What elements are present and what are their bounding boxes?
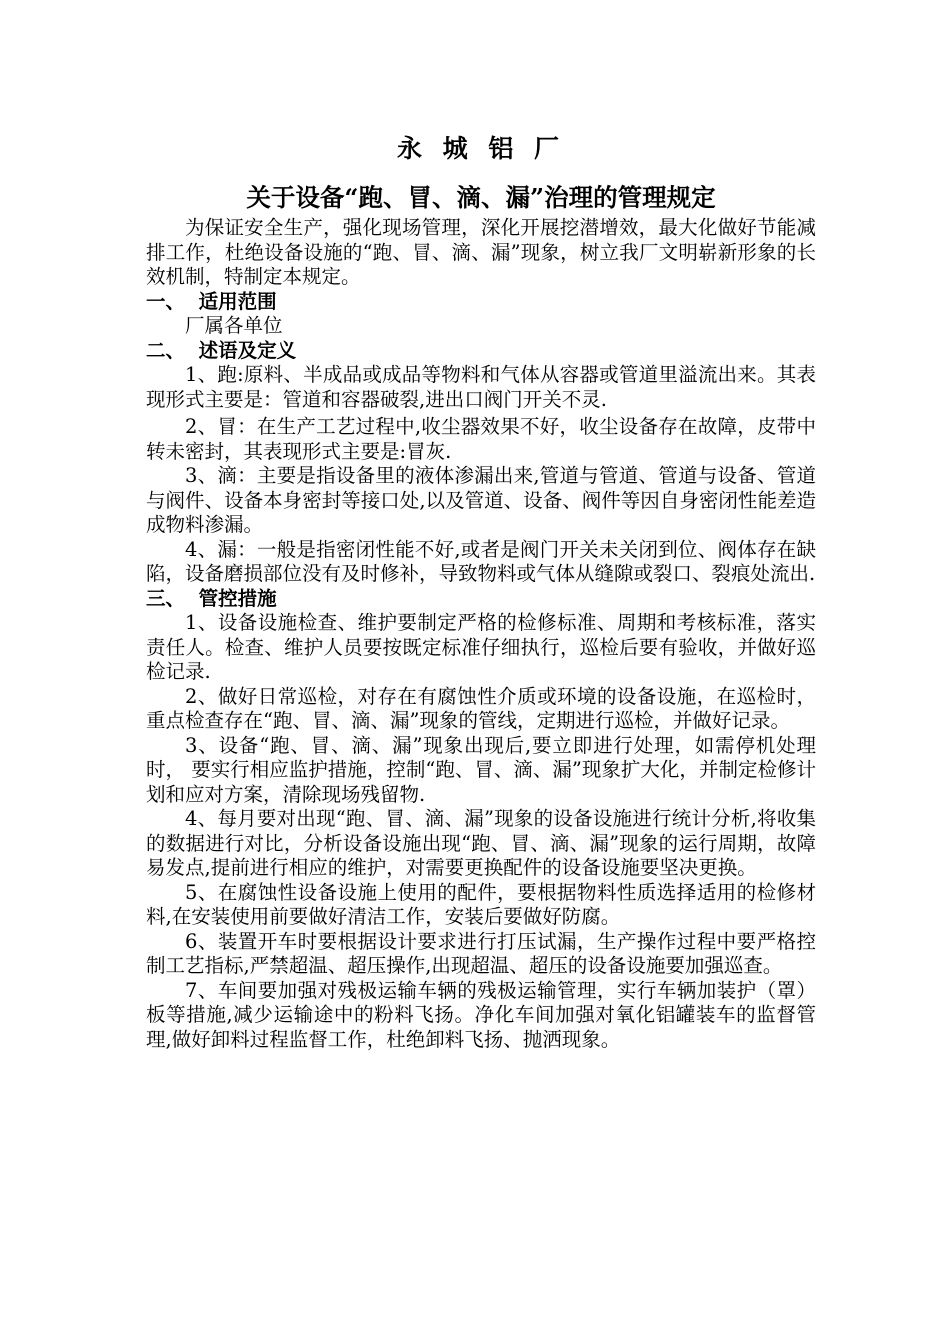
measure-item-6: 6、装置开车时要根据设计要求进行打压试漏，生产操作过程中要严格控制工艺指标,严禁超温、超压操作,出现超温、超压的设备设施要加强巡查。 xyxy=(146,929,816,977)
measure-item-2: 2、做好日常巡检，对存在有腐蚀性介质或环境的设备设施，在巡检时，重点检查存在“跑、冒、滴、漏”现象的管线，定期进行巡检，并做好记录。 xyxy=(146,684,816,732)
measure-item-4: 4、每月要对出现“跑、冒、滴、漏”现象的设备设施进行统计分析,将收集的数据进行对比，分析设备设施出现“跑、冒、滴、漏”现象的运行周期，故障易发点,提前进行相应的维护，对需要更换配件的设备设施要坚决更换。 xyxy=(146,807,816,879)
scope-text: 厂属各单位 xyxy=(185,314,283,337)
doc-title: 关于设备“跑、冒、滴、漏”治理的管理规定 xyxy=(246,183,716,212)
section-heading-scope: 一、 适用范围 xyxy=(146,289,277,313)
measure-item-3: 3、设备“跑、冒、滴、漏”现象出现后,要立即进行处理，如需停机处理时， 要实行相应监护措施，控制“跑、冒、滴、漏”现象扩大化，并制定检修计划和应对方案，清除现场残留物. xyxy=(146,733,816,806)
definition-item-leak: 4、漏：一般是指密闭性能不好,或者是阀门开关未关闭到位、阀体存在缺陷，设备磨损部位没有及时修补，导致物料或气体从缝隙或裂口、裂痕处流出. xyxy=(146,537,816,585)
definition-item-emit: 2、冒：在生产工艺过程中,收尘器效果不好，收尘设备存在故障，皮带中转未密封，其表现形式主要是:冒灰. xyxy=(146,415,816,463)
measure-item-7: 7、车间要加强对残极运输车辆的残极运输管理，实行车辆加装护（罩）板等措施,减少运输途中的粉料飞扬。净化车间加强对氧化铝罐装车的监督管理,做好卸料过程监督工作，杜绝卸料飞扬、抛洒现象。 xyxy=(146,978,816,1051)
section-heading-measures: 三、 管控措施 xyxy=(146,586,277,610)
definition-item-drip: 3、滴：主要是指设备里的液体渗漏出来,管道与管道、管道与设备、管道与阀件、设备本身密封等接口处,以及管道、设备、阀件等因自身密闭性能差造成物料渗漏。 xyxy=(146,464,816,536)
intro-paragraph: 为保证安全生产，强化现场管理，深化开展挖潜增效，最大化做好节能减排工作，杜绝设备设施的“跑、冒、滴、漏”现象，树立我厂文明崭新形象的长效机制，特制定本规定。 xyxy=(146,216,816,288)
document-page xyxy=(146,128,816,1052)
measure-item-5: 5、在腐蚀性设备设施上使用的配件，要根据物料性质选择适用的检修材料,在安装使用前要做好清洁工作，安装后要做好防腐。 xyxy=(146,880,816,928)
section-heading-definitions: 二、 述语及定义 xyxy=(146,338,297,362)
measure-item-1: 1、设备设施检查、维护要制定严格的检修标准、周期和考核标准，落实责任人。检查、维护人员要按既定标准仔细执行，巡检后要有验收，并做好巡检记录. xyxy=(146,611,816,683)
org-title: 永 城 铝 厂 xyxy=(396,134,566,163)
definition-item-run: 1、跑:原料、半成品或成品等物料和气体从容器或管道里溢流出来。其表现形式主要是：管道和容器破裂,进出口阀门开关不灵. xyxy=(146,363,816,411)
